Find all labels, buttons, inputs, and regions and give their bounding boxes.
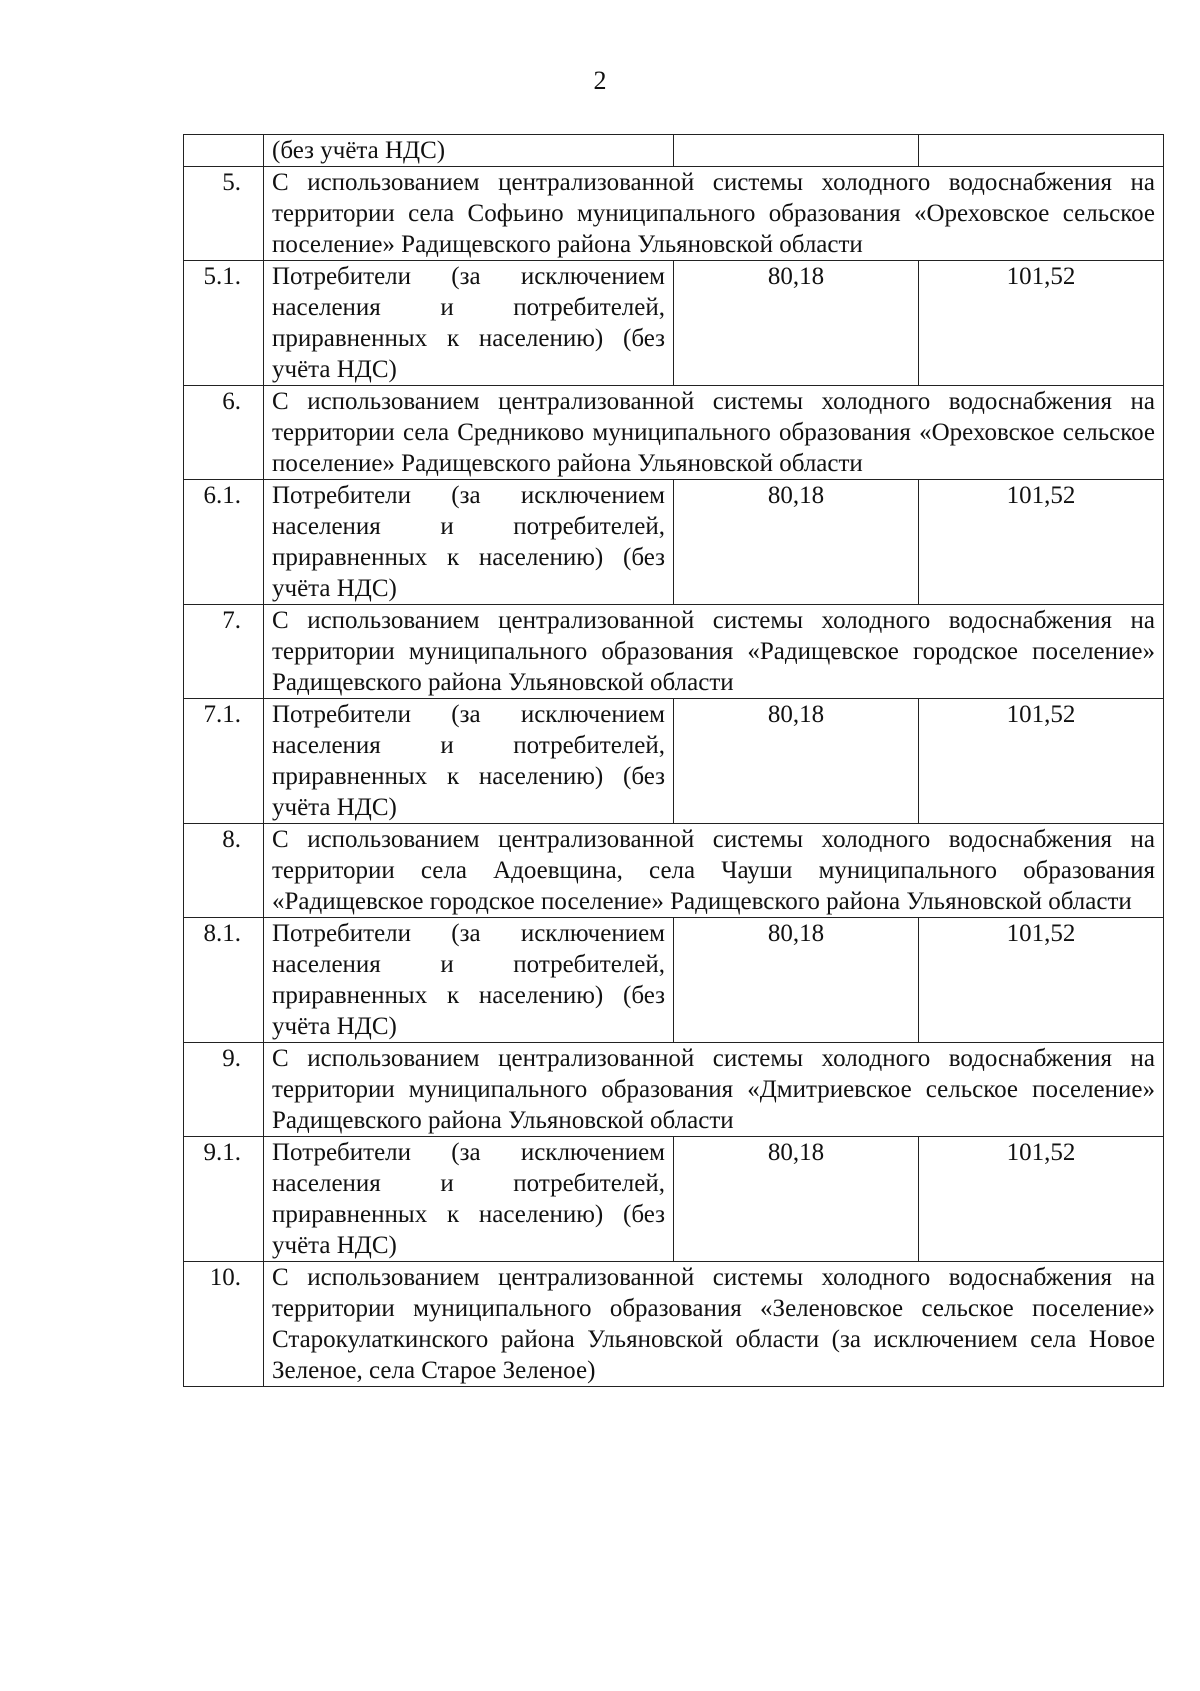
section-description: С использованием централизованной системы холодного водоснабжения на территории села Средниково муниципального образования «Ореховское сельское поселение» Радищевского района Ульяновской области xyxy=(264,386,1164,480)
tariff-row xyxy=(184,480,1164,605)
section-description: С использованием централизованной системы холодного водоснабжения на территории муниципального образования «Дмитриевское сельское поселение» Радищевского района Ульяновской области xyxy=(264,1043,1164,1137)
consumer-description: Потребители (за исключением населения и потребителей, приравненных к населению) (без учёта НДС) xyxy=(264,1137,674,1262)
tariff-value-1: 80,18 xyxy=(674,699,919,824)
consumer-description: Потребители (за исключением населения и потребителей, приравненных к населению) (без учёта НДС) xyxy=(264,699,674,824)
tariff-value-1: 80,18 xyxy=(674,261,919,386)
section-row xyxy=(184,1043,1164,1137)
section-number: 7. xyxy=(184,605,264,699)
sub-number: 9.1. xyxy=(184,1137,264,1262)
sub-number: 7.1. xyxy=(184,699,264,824)
section-description: С использованием централизованной системы холодного водоснабжения на территории муниципального образования «Зеленовское сельское поселение» Старокулаткинского района Ульяновской области (за исключением села Новое Зеленое, села Старое Зеленое) xyxy=(264,1262,1164,1387)
tariff-value-1: 80,18 xyxy=(674,918,919,1043)
row-description: (без учёта НДС) xyxy=(264,135,674,167)
section-description: С использованием централизованной системы холодного водоснабжения на территории села Адоевщина, села Чауши муниципального образования «Радищевское городское поселение» Радищевского района Ульяновской области xyxy=(264,824,1164,918)
section-number: 5. xyxy=(184,167,264,261)
tariff-value-2: 101,52 xyxy=(919,699,1164,824)
tariff-value-2: 101,52 xyxy=(919,1137,1164,1262)
tariff-value-2: 101,52 xyxy=(919,261,1164,386)
section-row xyxy=(184,386,1164,480)
tariff-row xyxy=(184,261,1164,386)
section-row xyxy=(184,824,1164,918)
page-number: 2 xyxy=(593,66,607,95)
section-number: 10. xyxy=(184,1262,264,1387)
section-number: 8. xyxy=(184,824,264,918)
value-cell-1 xyxy=(674,135,919,167)
tariff-table xyxy=(183,134,1164,1387)
tariff-value-2: 101,52 xyxy=(919,918,1164,1043)
consumer-description: Потребители (за исключением населения и потребителей, приравненных к населению) (без учёта НДС) xyxy=(264,918,674,1043)
tariff-row xyxy=(184,918,1164,1043)
sub-number: 6.1. xyxy=(184,480,264,605)
tariff-row xyxy=(184,699,1164,824)
row-number xyxy=(184,135,264,167)
sub-number: 5.1. xyxy=(184,261,264,386)
section-description: С использованием централизованной системы холодного водоснабжения на территории села Софьино муниципального образования «Ореховское сельское поселение» Радищевского района Ульяновской области xyxy=(264,167,1164,261)
tariff-row xyxy=(184,1137,1164,1262)
section-number: 6. xyxy=(184,386,264,480)
consumer-description: Потребители (за исключением населения и потребителей, приравненных к населению) (без учёта НДС) xyxy=(264,261,674,386)
sub-number: 8.1. xyxy=(184,918,264,1043)
section-row xyxy=(184,167,1164,261)
table-row-continuation xyxy=(184,135,1164,167)
value-cell-2 xyxy=(919,135,1164,167)
section-description: С использованием централизованной системы холодного водоснабжения на территории муниципального образования «Радищевское городское поселение» Радищевского района Ульяновской области xyxy=(264,605,1164,699)
tariff-value-2: 101,52 xyxy=(919,480,1164,605)
section-row xyxy=(184,1262,1164,1387)
consumer-description: Потребители (за исключением населения и потребителей, приравненных к населению) (без учёта НДС) xyxy=(264,480,674,605)
tariff-value-1: 80,18 xyxy=(674,480,919,605)
section-number: 9. xyxy=(184,1043,264,1137)
tariff-value-1: 80,18 xyxy=(674,1137,919,1262)
section-row xyxy=(184,605,1164,699)
